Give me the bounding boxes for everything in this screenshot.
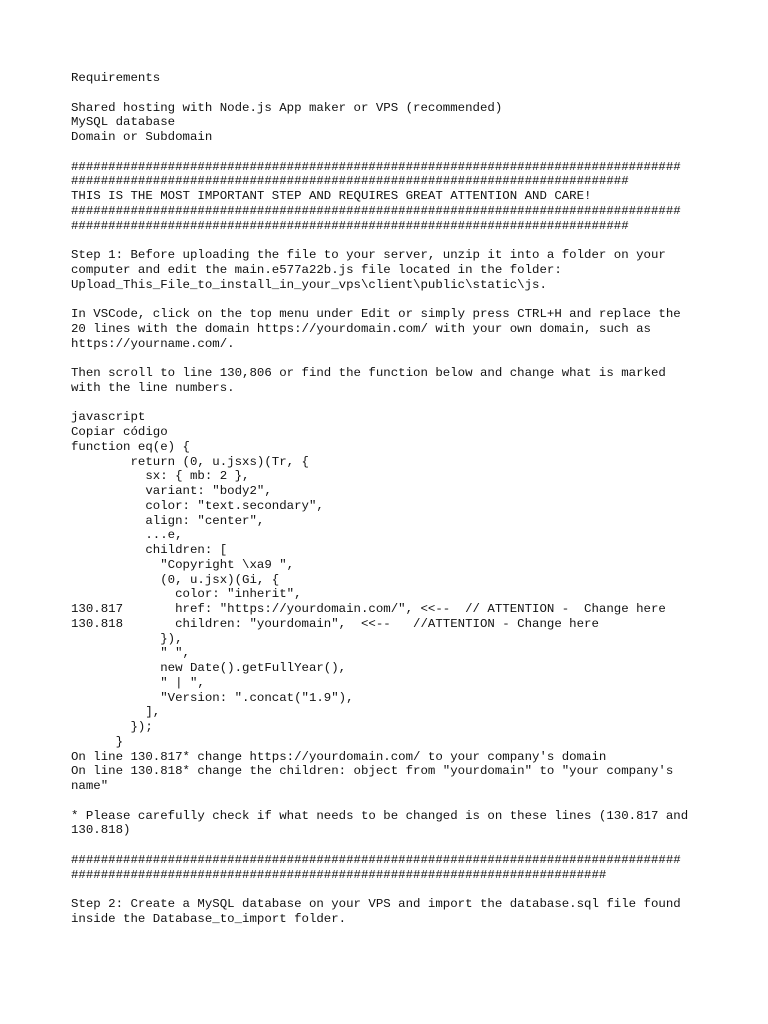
- text-line: In VSCode, click on the top menu under Edit or simply press CTRL+H and replace the: [71, 307, 681, 321]
- text-line: ##################################################################################: [71, 159, 681, 174]
- text-line: return (0, u.jsxs)(Tr, {: [71, 454, 309, 469]
- document-body: [71, 71, 711, 927]
- text-line: [71, 292, 711, 307]
- text-line: Shared hosting with Node.js App maker or VPS (recommended): [71, 100, 503, 115]
- text-line: Then scroll to line 130,806 or find the function below and change what is marked: [71, 366, 666, 380]
- text-line: ###########################################################################: [71, 218, 629, 233]
- text-line: " | ",: [71, 675, 205, 690]
- text-line: Domain or Subdomain: [71, 130, 213, 144]
- text-line: ##################################################################################: [71, 852, 681, 867]
- text-line: [71, 396, 711, 411]
- text-line: function eq(e) {: [71, 439, 190, 454]
- text-line: [71, 145, 711, 160]
- text-line: https://yourname.com/.: [71, 336, 235, 351]
- text-line: }: [71, 734, 124, 749]
- text-line: computer and edit the main.e577a22b.js file located in the folder:: [71, 262, 562, 277]
- text-line: 20 lines with the domain https://yourdomain.com/ with your own domain, such as: [71, 321, 651, 336]
- text-line: [71, 86, 711, 101]
- text-line: " ",: [71, 646, 190, 661]
- text-line: ...e,: [71, 528, 183, 543]
- text-line: "Version: ".concat("1.9"),: [71, 690, 354, 705]
- text-line: ],: [71, 705, 161, 720]
- text-line: variant: "body2",: [71, 484, 272, 498]
- text-line: ##################################################################################: [71, 203, 681, 218]
- text-line: 130.818 children: "yourdomain", <<-- //ATTENTION - Change here: [71, 616, 599, 631]
- text-line: 130.818): [71, 823, 131, 838]
- text-line: [71, 838, 711, 853]
- text-line: MySQL database: [71, 115, 176, 130]
- text-line: [71, 233, 711, 248]
- text-line: Step 1: Before uploading the file to your server, unzip it into a folder on your: [71, 248, 666, 262]
- text-line: sx: { mb: 2 },: [71, 469, 250, 484]
- text-line: color: "text.secondary",: [71, 498, 324, 513]
- text-line: ###########################################################################: [71, 174, 629, 189]
- text-line: ########################################################################: [71, 867, 607, 882]
- text-line: }),: [71, 631, 183, 646]
- text-line: * Please carefully check if what needs to be changed is on these lines (130.817 and: [71, 808, 689, 823]
- text-line: color: "inherit",: [71, 587, 302, 602]
- text-line: THIS IS THE MOST IMPORTANT STEP AND REQUIRES GREAT ATTENTION AND CARE!: [71, 189, 592, 203]
- text-line: new Date().getFullYear(),: [71, 661, 347, 675]
- text-line: children: [: [71, 543, 228, 557]
- text-line: On line 130.818* change the children: object from "yourdomain" to "your company's: [71, 764, 674, 779]
- text-line: Step 2: Create a MySQL database on your VPS and import the database.sql file found: [71, 897, 681, 911]
- text-line: [71, 351, 711, 366]
- text-line: with the line numbers.: [71, 380, 235, 395]
- text-line: [71, 882, 711, 897]
- text-line: [71, 794, 711, 809]
- text-line: javascript: [71, 410, 146, 425]
- text-line: Upload_This_File_to_install_in_your_vps\client\public\static\js.: [71, 277, 547, 292]
- text-line: 130.817 href: "https://yourdomain.com/", <<-- // ATTENTION - Change here: [71, 602, 666, 616]
- text-line: inside the Database_to_import folder.: [71, 911, 347, 926]
- text-line: (0, u.jsx)(Gi, {: [71, 572, 280, 587]
- text-line: Copiar código: [71, 425, 168, 439]
- text-line: align: "center",: [71, 513, 265, 528]
- text-line: name": [71, 779, 109, 793]
- text-line: On line 130.817* change https://yourdomain.com/ to your company's domain: [71, 749, 607, 764]
- text-line: });: [71, 720, 153, 734]
- text-line: Requirements: [71, 71, 161, 85]
- text-line: "Copyright \xa9 ",: [71, 557, 295, 572]
